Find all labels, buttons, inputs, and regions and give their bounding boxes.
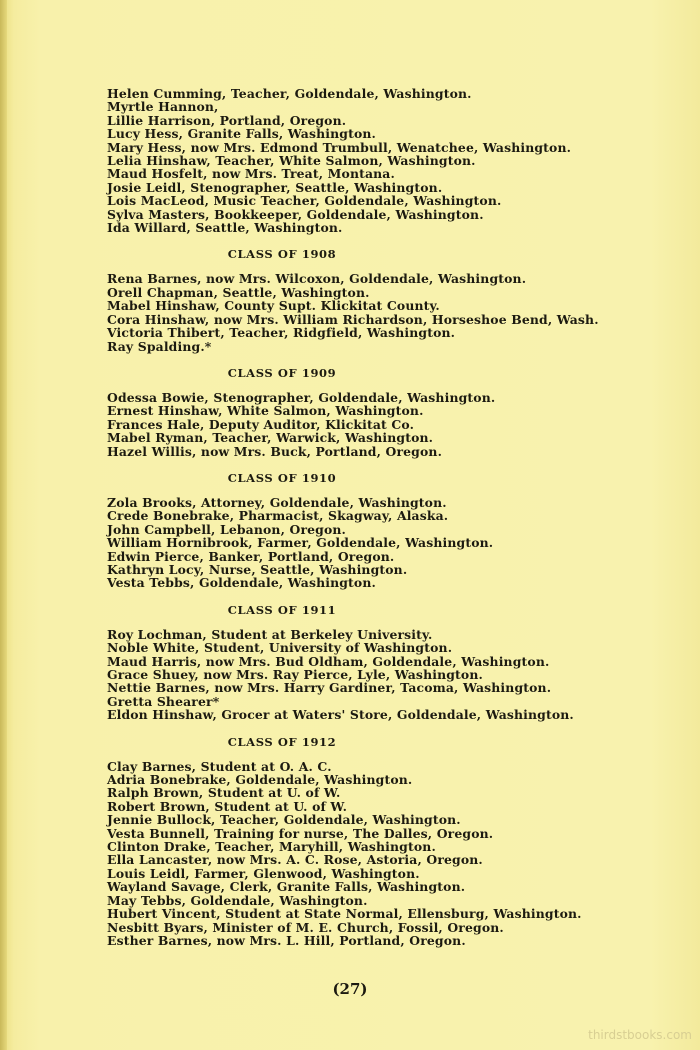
class-1911-section [107, 604, 687, 722]
list-item: Myrtle Hannon, [107, 99, 219, 115]
list-item: Kathryn Locy, Nurse, Seattle, Washington. [107, 561, 408, 577]
list-item: Ida Willard, Seattle, Washington. [107, 220, 343, 236]
list-item: Ernest Hinshaw, White Salmon, Washington. [107, 403, 424, 419]
list-item: Josie Leidl, Stenographer, Seattle, Washington. [107, 179, 443, 195]
list-item: Mabel Ryman, Teacher, Warwick, Washington. [107, 430, 434, 446]
list-item: Grace Shuey, now Mrs. Ray Pierce, Lyle, Washington. [107, 667, 483, 682]
class-1908-section [107, 248, 687, 352]
list-item: William Hornibrook, Farmer, Goldendale, Washington. [107, 535, 494, 551]
list-item: May Tebbs, Goldendale, Washington. [107, 892, 368, 908]
list-item: Esther Barnes, now Mrs. L. Hill, Portland, Oregon. [107, 932, 466, 948]
list-item: Maud Harris, now Mrs. Bud Oldham, Goldendale, Washington. [107, 653, 550, 669]
list-item: Helen Cumming, Teacher, Goldendale, Washington. [107, 86, 472, 101]
list-item: Cora Hinshaw, now Mrs. William Richardson, Horseshoe Bend, Wash. [107, 311, 599, 327]
list-item: Victoria Thibert, Teacher, Ridgfield, Washington. [107, 325, 456, 341]
list-item: Crede Bonebrake, Pharmacist, Skagway, Alaska. [107, 508, 449, 524]
class-heading: CLASS OF 1911 [227, 602, 337, 617]
page-number: (27) [332, 980, 368, 998]
list-item: John Campbell, Lebanon, Oregon. [107, 521, 347, 537]
list-item: Ray Spalding.* [107, 338, 212, 354]
list-item: Eldon Hinshaw, Grocer at Waters' Store, Goldendale, Washington. [107, 707, 574, 723]
intro-list [107, 87, 687, 234]
class-1910-section [107, 472, 687, 590]
list-item: Mabel Hinshaw, County Supt. Klickitat County. [107, 298, 440, 314]
list-item: Frances Hale, Deputy Auditor, Klickitat Co. [107, 416, 415, 432]
page-content [107, 87, 687, 947]
list-item: Jennie Bullock, Teacher, Goldendale, Washington. [107, 812, 461, 828]
list-item: Hubert Vincent, Student at State Normal, Ellensburg, Washington. [107, 906, 582, 922]
list-item: Mary Hess, now Mrs. Edmond Trumbull, Wenatchee, Washington. [107, 139, 572, 155]
list-item: Lois MacLeod, Music Teacher, Goldendale, Washington. [107, 193, 502, 209]
class-heading: CLASS OF 1912 [227, 734, 337, 749]
watermark: thirdstbooks.com [588, 1028, 692, 1042]
list-item: Lillie Harrison, Portland, Oregon. [107, 112, 347, 128]
class-1909-section [107, 367, 687, 458]
list-item: Hazel Willis, now Mrs. Buck, Portland, Oregon. [107, 443, 443, 459]
list-item: Nesbitt Byars, Minister of M. E. Church, Fossil, Oregon. [107, 919, 504, 935]
list-item: Adria Bonebrake, Goldendale, Washington. [107, 772, 413, 788]
list-item: Vesta Tebbs, Goldendale, Washington. [107, 575, 376, 591]
list-item: Lelia Hinshaw, Teacher, White Salmon, Washington. [107, 153, 476, 169]
list-item: Noble White, Student, University of Washington. [107, 640, 453, 656]
list-item: Nettie Barnes, now Mrs. Harry Gardiner, Tacoma, Washington. [107, 680, 552, 696]
class-heading: CLASS OF 1910 [227, 470, 337, 485]
class-heading: CLASS OF 1908 [227, 247, 337, 262]
list-item: Wayland Savage, Clerk, Granite Falls, Washington. [107, 879, 466, 895]
list-item: Clinton Drake, Teacher, Maryhill, Washington. [107, 839, 436, 855]
list-item: Clay Barnes, Student at O. A. C. [107, 758, 332, 774]
list-item: Odessa Bowie, Stenographer, Goldendale, Washington. [107, 389, 496, 405]
page-spine-shadow [0, 0, 7, 1050]
list-item: Zola Brooks, Attorney, Goldendale, Washington. [107, 494, 447, 510]
class-heading: CLASS OF 1909 [227, 365, 337, 380]
list-item: Louis Leidl, Farmer, Glenwood, Washington. [107, 865, 420, 881]
list-item: Edwin Pierce, Banker, Portland, Oregon. [107, 548, 395, 564]
list-item: Vesta Bunnell, Training for nurse, The Dalles, Oregon. [107, 825, 494, 841]
list-item: Orell Chapman, Seattle, Washington. [107, 284, 370, 300]
list-item: Ella Lancaster, now Mrs. A. C. Rose, Astoria, Oregon. [107, 852, 483, 868]
list-item: Sylva Masters, Bookkeeper, Goldendale, Washington. [107, 206, 484, 222]
list-item: Maud Hosfelt, now Mrs. Treat, Montana. [107, 166, 395, 182]
class-1912-section [107, 736, 687, 948]
list-item: Roy Lochman, Student at Berkeley University. [107, 626, 433, 642]
list-item: Robert Brown, Student at U. of W. [107, 798, 348, 814]
list-item: Lucy Hess, Granite Falls, Washington. [107, 126, 376, 142]
list-item: Ralph Brown, Student at U. of W. [107, 785, 341, 801]
list-item: Rena Barnes, now Mrs. Wilcoxon, Goldendale, Washington. [107, 271, 527, 287]
list-item: Gretta Shearer* [107, 693, 220, 709]
